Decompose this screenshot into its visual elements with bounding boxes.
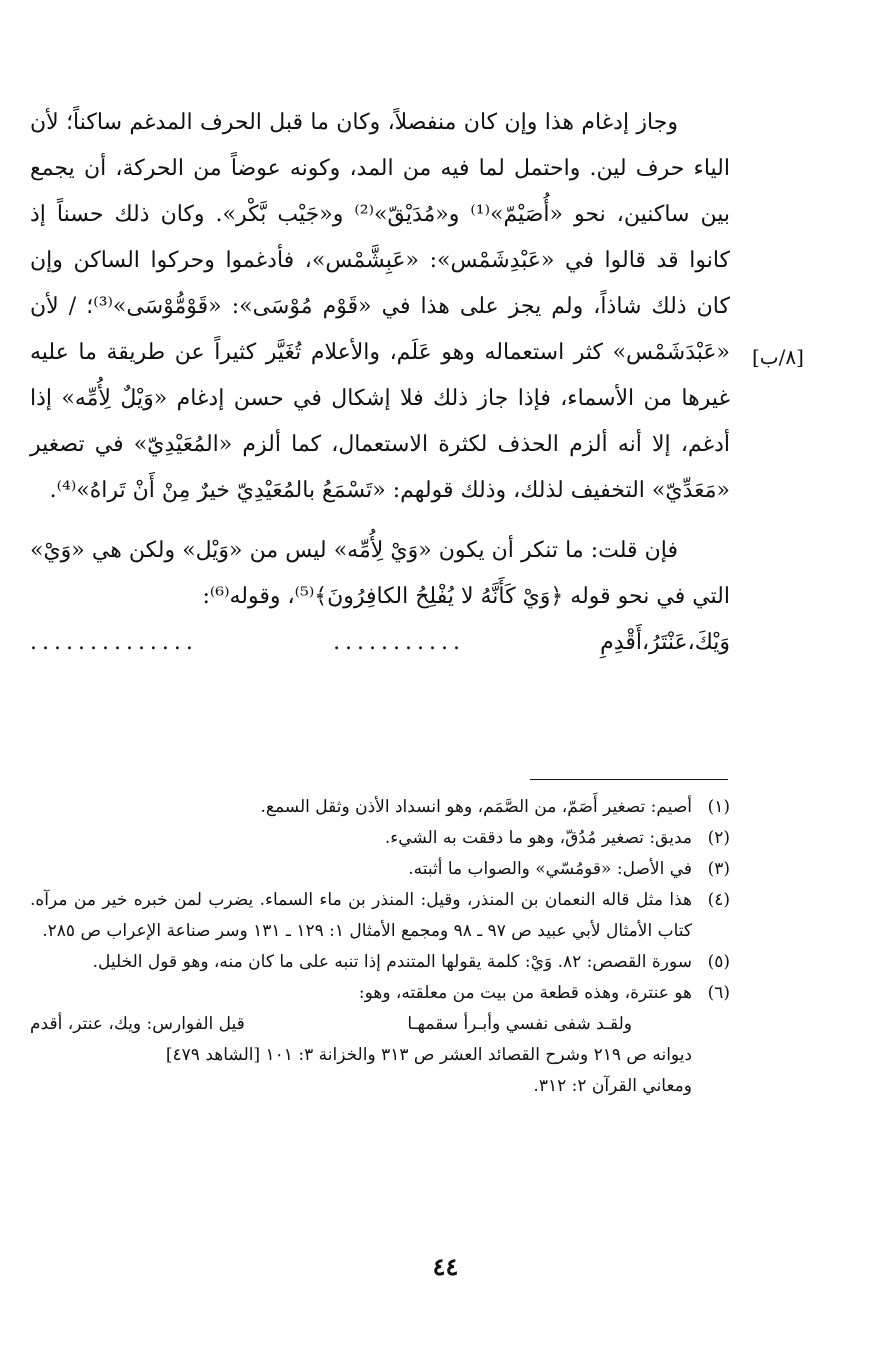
- footnote-text: أصيم: تصغير أَصَمّ، من الصَّمَم، وهو انسداد الأذن وثقل السمع.: [260, 797, 692, 817]
- footnote-separator: [530, 779, 728, 780]
- footnote-line: هو عنترة، وهذه قطعة من بيت من معلقته، وهو:: [358, 983, 692, 1003]
- footnote-text: سورة القصص: ٨٢. وَيْ: كلمة يقولها المتندم إذا تنبه على ما كان منه، وهو قول الخليل.: [92, 952, 692, 972]
- footnotes: [30, 792, 730, 1102]
- margin-folio-reference: [٨/ب]: [752, 345, 804, 369]
- footnote-number: (٤): [707, 890, 730, 910]
- text-line: وإن كان ذلك شاذاً، ولم يجز على هذا في «قَوْم مُوْسَى»: «قَوْمُّوْسَى»⁽³⁾؛: [30, 248, 730, 319]
- verse-line: [30, 620, 730, 666]
- footnote-number: (٣): [707, 859, 730, 879]
- footnote: [30, 792, 730, 823]
- footnote-number: (٥): [707, 952, 730, 972]
- verse-dots-b: ..............: [30, 630, 198, 655]
- paragraph-1: [30, 100, 730, 514]
- footnote-text: [30, 978, 692, 1102]
- paragraph-2: [30, 528, 730, 620]
- footnote-number: (٦): [707, 983, 730, 1003]
- text-line: لأن الياء حرف لين. واحتمل لما فيه من المد، وكونه عوضاً من الحركة، أن: [30, 110, 730, 181]
- footnote-number: (١): [707, 797, 730, 817]
- footnote: [30, 823, 730, 854]
- footnote: [30, 947, 730, 978]
- text-line: / لأن «عَبْدَشَمْس» كثر استعماله وهو عَلَم، والأعلام تُغَيَّر كثيراً عن طريقة: [30, 294, 731, 365]
- text-line: وجاز إدغام هذا وإن كان منفصلاً، وكان ما قبل الحرف المدغم ساكناً؛: [66, 110, 678, 135]
- footnote: [30, 978, 730, 1102]
- verse-hemistich-left: قيل الفوارس: ويك، عنتر، أقدم: [30, 1014, 245, 1034]
- text-line: فإن قلت: ما تنكر أن يكون «وَيْ لِأُمِّه» ليس من «وَيْل» ولكن هي «وَيْ»: [30, 538, 678, 563]
- footnote-line: ومعاني القرآن ٢: ٣١٢.: [533, 1076, 692, 1096]
- text-line: لِأُمِّه» إذا أدغم، إلا أنه ألزم الحذف لكثرة الاستعمال، كما ألزم «المُعَيْدِيّ»: [30, 386, 730, 457]
- text-line: ما عليه غيرها من الأسماء، فإذا جاز ذلك فلا إشكال في حسن إدغام «وَيْلٌ: [30, 340, 731, 411]
- footnote: [30, 854, 730, 885]
- verse-hemistich-right: ولقـد شفى نفسي وأبـرأ سقمهـا: [407, 1014, 632, 1034]
- verse-text: وَيْكَ،عَنْتَرُ،أَقْدِمِ: [600, 630, 730, 655]
- footnote-text: مديق: تصغير مُدُقّ، وهو ما دققت به الشيء.: [384, 828, 692, 848]
- footnote-text: هذا مثل قاله النعمان بن المنذر، وقيل: المنذر بن ماء السماء. يضرب لمن خبره خير من مرآه. كتاب الأمثال لأبي عبيد ص ٩٧ ـ ٩٨ ومجمع الأمثال ١: ١٢٩ ـ ١٣١ وسر صناعة الإعراب ص ٢٨٥.: [30, 890, 692, 941]
- text-line: يجمع بين ساكنين، نحو «أُصَيْمّ»⁽¹⁾ و«مُدَيْقّ»⁽²⁾ و«جَيْب بَّكْر». وكان ذلك: [30, 156, 730, 227]
- text-line: التي في نحو قوله ﴿وَيْ كَأَنَّهُ لا يُفْلِحُ الكافِرُونَ﴾⁽⁵⁾، وقوله⁽⁶⁾:: [202, 584, 730, 609]
- verse-dots-a: ...........: [333, 630, 465, 655]
- footnote-number: (٢): [707, 828, 730, 848]
- text-line: حسناً إذ كانوا قد قالوا في «عَبْدِشَمْس»: «عَبِشَّمْس»، فأدغموا وحركوا الساكن: [30, 202, 730, 273]
- page-number: ٤٤: [432, 1252, 459, 1281]
- footnote-line: ديوانه ص ٢١٩ وشرح القصائد العشر ص ٣١٣ والخزانة ٣: ١٠١ [الشاهد ٤٧٩]: [165, 1045, 692, 1065]
- text-line: في تصغير «مَعَدِّيّ» التخفيف لذلك، وذلك قولهم: «تَسْمَعُ بالمُعَيْدِيّ خيرٌ مِنْ: [30, 432, 730, 503]
- footnote: [30, 885, 730, 947]
- main-text: [30, 100, 730, 666]
- text-line: أَنْ تَراهُ»⁽⁴⁾.: [49, 478, 155, 503]
- footnote-text: في الأصل: «قومُسّي» والصواب ما أثبته.: [408, 859, 692, 879]
- footnote-verse: [30, 1009, 692, 1040]
